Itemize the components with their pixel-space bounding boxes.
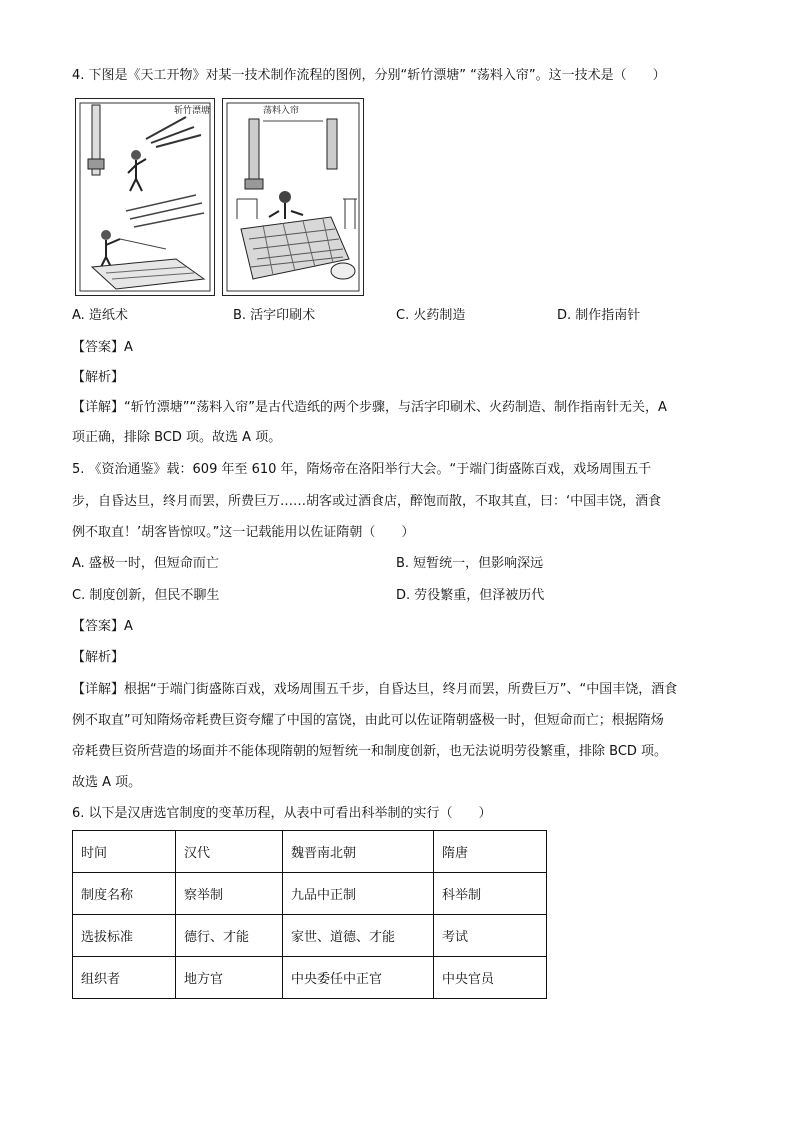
table-cell: 中央官员 (434, 957, 547, 999)
q5-detail-line3: 帝耗费巨资所营造的场面并不能体现隋朝的短暂统一和制度创新，也无法说明劳役繁重，排除 BCD 项。 (72, 744, 668, 759)
table-cell: 中央委任中正官 (283, 957, 434, 999)
q4-detail-line2: 项正确，排除 BCD 项。故选 A 项。 (72, 430, 282, 445)
q4-stem: 4. 下图是《天工开物》对某一技术制作流程的图例，分别“斩竹漂塘” “荡料入帘”。这一技术是（ ） (72, 68, 666, 83)
q5-option-a: A. 盛极一时，但短命而亡 (72, 556, 219, 571)
table-cell: 组织者 (73, 957, 176, 999)
q5-stem-line1: 5. 《资治通鉴》载：609 年至 610 年，隋炀帝在洛阳举行大会。“于端门街盛陈百戏，戏场周围五千 (72, 462, 652, 477)
table-row (73, 915, 547, 957)
table-row (73, 957, 547, 999)
answer-label: 【答案】 (72, 340, 125, 355)
q4-analysis-label: 【解析】 (72, 370, 125, 385)
paper-dipping-drawing (223, 99, 363, 295)
table-cell: 时间 (73, 831, 176, 873)
answer-value: A (124, 619, 133, 634)
table-row (73, 831, 547, 873)
q5-stem-line3: 例不取直！’胡客皆惊叹。”这一记载能用以佐证隋朝（ ） (72, 525, 415, 540)
table-cell: 汉代 (176, 831, 283, 873)
table-cell: 科举制 (434, 873, 547, 915)
table-cell: 察举制 (176, 873, 283, 915)
illustration-caption-right: 荡料入帘 (263, 106, 300, 116)
table-cell: 家世、道德、才能 (283, 915, 434, 957)
q4-detail-line1: 【详解】“斩竹漂塘”“荡料入帘”是古代造纸的两个步骤，与活字印刷术、火药制造、制作指南针无关，A (72, 400, 667, 415)
q4-option-a: A. 造纸术 (72, 308, 128, 323)
table-row (73, 873, 547, 915)
table-cell: 德行、才能 (176, 915, 283, 957)
table-cell: 制度名称 (73, 873, 176, 915)
table-cell: 考试 (434, 915, 547, 957)
q4-option-c: C. 火药制造 (396, 308, 466, 323)
q5-option-b: B. 短暂统一，但影响深远 (396, 556, 544, 571)
selection-system-table (72, 830, 547, 999)
q5-detail-line2: 例不取直”可知隋炀帝耗费巨资夸耀了中国的富饶，由此可以佐证隋朝盛极一时，但短命而亡；根据隋炀 (72, 713, 664, 728)
illustration-caption-left: 斩竹漂塘 (173, 106, 210, 116)
answer-value: A (124, 340, 133, 355)
q5-option-c: C. 制度创新，但民不聊生 (72, 588, 220, 603)
table-cell: 地方官 (176, 957, 283, 999)
answer-label: 【答案】 (72, 619, 125, 634)
table-cell: 魏晋南北朝 (283, 831, 434, 873)
q5-answer (72, 617, 133, 637)
q5-stem-line2: 步，自昏达旦，终月而罢，所费巨万……胡客或过酒食店，醉饱而散，不取其直，曰：‘中国丰饶，酒食 (72, 494, 662, 509)
q4-answer (72, 338, 133, 358)
bamboo-soaking-drawing (76, 99, 214, 295)
q6-stem: 6. 以下是汉唐选官制度的变革历程，从表中可看出科举制的实行（ ） (72, 806, 492, 821)
table-cell: 九品中正制 (283, 873, 434, 915)
bamboo-soaking-illustration (75, 98, 215, 296)
q4-option-b: B. 活字印刷术 (233, 308, 316, 323)
table-cell: 隋唐 (434, 831, 547, 873)
paper-dipping-illustration (222, 98, 364, 296)
q5-option-d: D. 劳役繁重，但泽被历代 (396, 588, 545, 603)
q5-analysis-label: 【解析】 (72, 650, 125, 665)
q5-detail-line1: 【详解】根据“于端门街盛陈百戏，戏场周围五千步，自昏达旦，终月而罢，所费巨万”、“中国丰饶，酒食 (72, 682, 678, 697)
table-cell: 选拔标准 (73, 915, 176, 957)
q5-detail-line4: 故选 A 项。 (72, 775, 142, 790)
q4-option-d: D. 制作指南针 (557, 308, 641, 323)
